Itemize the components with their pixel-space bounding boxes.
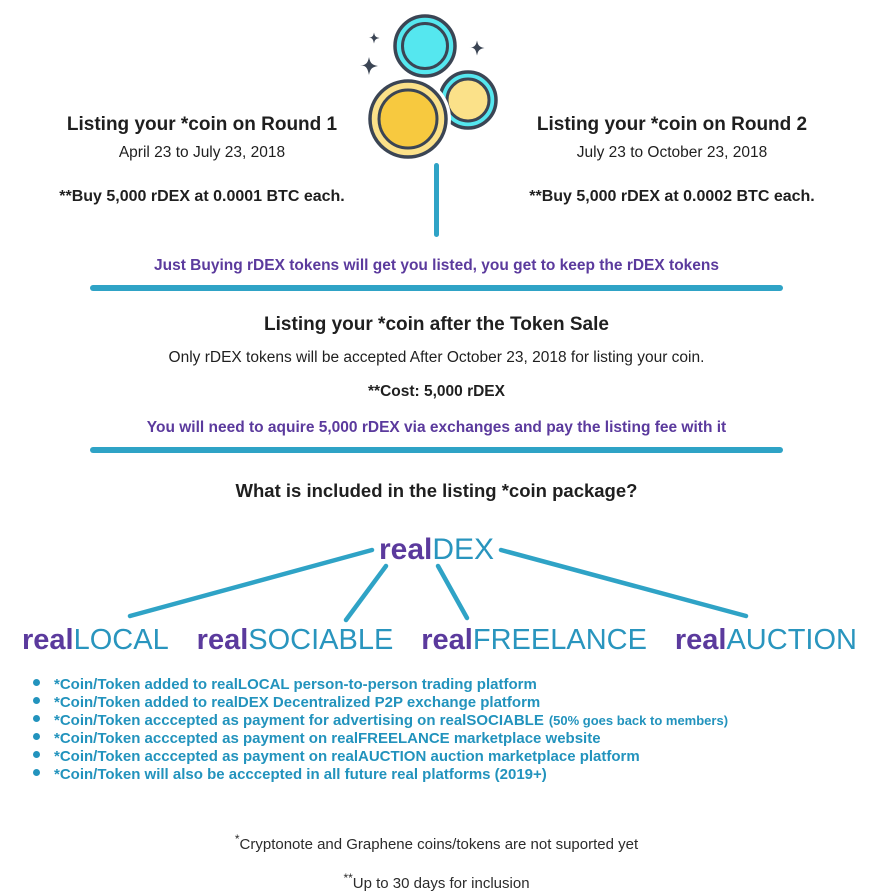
list-item xyxy=(33,676,873,694)
bullet-text xyxy=(54,676,542,694)
bullet-text xyxy=(54,766,552,784)
sparkle-icon xyxy=(470,41,485,56)
tree-root-realdex xyxy=(0,532,873,568)
list-item xyxy=(33,712,873,730)
round1-dates: April 23 to July 23, 2018 xyxy=(118,144,286,161)
bullet-main: *Coin/Token acccepted as payment on realFREELANCE marketplace website xyxy=(54,730,601,747)
bullet-main: *Coin/Token acccepted as payment for advertising on realSOCIABLE xyxy=(54,712,544,729)
brand-prefix: real xyxy=(196,624,249,656)
bullet-main: *Coin/Token will also be acccepted in all future real platforms (2019+) xyxy=(54,766,547,783)
brand-suffix: LOCAL xyxy=(73,624,169,656)
bullet-icon xyxy=(33,751,40,758)
footnote-text: Up to 30 days for inclusion xyxy=(352,875,530,892)
round1-block xyxy=(18,113,386,206)
footnote-text: Cryptonote and Graphene coins/tokens are not suported yet xyxy=(239,836,639,853)
brand-suffix: FREELANCE xyxy=(472,624,647,656)
round2-block xyxy=(486,113,858,206)
brand-prefix: real xyxy=(22,624,74,656)
bullet-text xyxy=(54,748,645,766)
footnote-marker: ** xyxy=(343,871,353,885)
brand-prefix: real xyxy=(421,624,473,656)
round2-title: Listing your *coin on Round 2 xyxy=(536,114,808,135)
package-bullet-list xyxy=(0,676,873,784)
tree-child-realauction xyxy=(675,622,857,658)
bullet-icon xyxy=(33,733,40,740)
tree-children-row xyxy=(0,622,873,658)
bullet-icon xyxy=(33,715,40,722)
brand-suffix: DEX xyxy=(432,533,495,566)
footnote-marker: * xyxy=(234,832,240,846)
after-sale-title: Listing your *coin after the Token Sale xyxy=(264,314,609,335)
bullet-aside: (50% goes back to members) xyxy=(548,713,729,728)
footnotes xyxy=(0,830,873,893)
bullet-icon xyxy=(33,769,40,776)
section-divider xyxy=(90,285,783,291)
bullet-main: *Coin/Token added to realLOCAL person-to-person trading platform xyxy=(54,676,537,693)
round1-title: Listing your *coin on Round 1 xyxy=(66,114,338,135)
vertical-connector-line xyxy=(434,163,439,237)
section-divider xyxy=(90,447,783,453)
bullet-main: *Coin/Token acccepted as payment on realAUCTION auction marketplace platform xyxy=(54,748,640,765)
after-sale-section xyxy=(0,313,873,401)
after-sale-cost: **Cost: 5,000 rDEX xyxy=(368,383,505,400)
brand-prefix: real xyxy=(378,533,433,566)
bullet-text xyxy=(54,694,545,712)
round2-price: **Buy 5,000 rDEX at 0.0002 BTC each. xyxy=(529,188,815,205)
rounds-note: Just Buying rDEX tokens will get you listed, you get to keep the rDEX tokens xyxy=(154,257,719,274)
brand-prefix: real xyxy=(674,624,727,656)
package-title: What is included in the listing *coin package? xyxy=(235,480,638,501)
round2-dates: July 23 to October 23, 2018 xyxy=(576,144,768,161)
footnote-inclusion xyxy=(0,869,873,893)
round1-price: **Buy 5,000 rDEX at 0.0001 BTC each. xyxy=(59,188,345,205)
sparkle-icon xyxy=(360,57,378,75)
tree-child-realsociable xyxy=(197,622,394,658)
brand-suffix: SOCIABLE xyxy=(248,624,394,656)
bullet-text xyxy=(54,712,728,730)
footnote-cryptonote xyxy=(0,830,873,854)
list-item xyxy=(33,748,873,766)
after-sale-body: Only rDEX tokens will be accepted After October 23, 2018 for listing your coin. xyxy=(168,349,705,366)
tree-child-realfreelance xyxy=(421,622,647,658)
after-sale-note: You will need to aquire 5,000 rDEX via exchanges and pay the listing fee with it xyxy=(146,419,727,436)
bullet-icon xyxy=(33,679,40,686)
tree-child-reallocal xyxy=(22,622,169,658)
rounds-section xyxy=(0,0,873,252)
list-item xyxy=(33,694,873,712)
sparkle-icon xyxy=(369,33,380,44)
list-item xyxy=(33,730,873,748)
brand-suffix: AUCTION xyxy=(726,624,857,656)
bullet-main: *Coin/Token added to realDEX Decentralized P2P exchange platform xyxy=(54,694,541,711)
brand-tree-diagram xyxy=(0,532,873,658)
list-item xyxy=(33,766,873,784)
bullet-icon xyxy=(33,697,40,704)
bullet-text xyxy=(54,730,606,748)
